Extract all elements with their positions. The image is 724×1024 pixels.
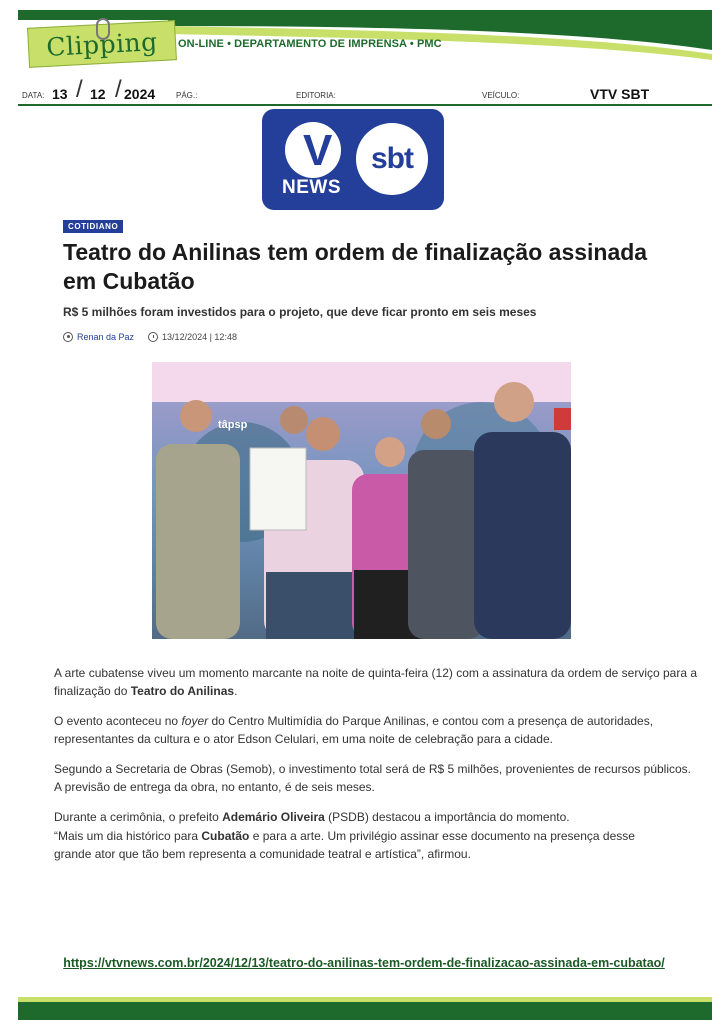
header-band bbox=[18, 10, 712, 20]
article-photo-illustration bbox=[152, 362, 571, 639]
article-subtitle: R$ 5 milhões foram investidos para o projeto, que deve ficar pronto em seis meses bbox=[63, 305, 537, 319]
department-title: ON-LINE • DEPARTAMENTO DE IMPRENSA • PMC bbox=[178, 38, 442, 50]
page-label: PÁG.: bbox=[176, 91, 198, 100]
article-byline bbox=[63, 332, 237, 342]
article-datetime: 13/12/2024 | 12:48 bbox=[162, 332, 237, 342]
article-body bbox=[54, 664, 699, 838]
article-photo bbox=[152, 362, 571, 639]
date-separator: / bbox=[76, 76, 83, 103]
vtv-sbt-logo bbox=[262, 109, 444, 210]
article-paragraph: Segundo a Secretaria de Obras (Semob), o investimento total será de R$ 5 milhões, provenientes de recursos públicos. A previsão de entrega da obra, no entanto, é de seis meses. bbox=[54, 762, 692, 794]
article-paragraph: A arte cubatense viveu um momento marcante na noite de quinta-feira (12) com a assinatura da ordem de serviço para a finalização do Teatro do Anilinas. bbox=[54, 666, 698, 698]
date-day: 13 bbox=[52, 86, 68, 102]
vtv-mark-icon: V bbox=[285, 122, 341, 178]
clock-icon bbox=[148, 332, 158, 342]
editoria-label: EDITORIA: bbox=[296, 91, 336, 100]
source-url-link[interactable]: https://vtvnews.com.br/2024/12/13/teatro-do-anilinas-tem-ordem-de-finalizacao-assinada-em-cubatao/ bbox=[63, 956, 665, 970]
paperclip-icon bbox=[96, 18, 110, 40]
footer-band-dark bbox=[18, 1002, 712, 1020]
backdrop-text: tâpsp bbox=[218, 419, 248, 431]
article-quote: “Mais um dia histórico para Cubatão e para a arte. Um privilégio assinar esse documento na presença desse grande ator que tão bem representa a comunidade teatral e artística”, afirmou. bbox=[54, 829, 635, 861]
date-row bbox=[18, 76, 712, 104]
author-link[interactable]: Renan da Paz bbox=[77, 332, 135, 342]
article-paragraph: O evento aconteceu no foyer do Centro Multimídia do Parque Anilinas, e contou com a presença de autoridades, representantes da cultura e o ator Edson Celulari, em uma noite de celebração para a cidade. bbox=[54, 714, 654, 746]
article-title: Teatro do Anilinas tem ordem de finalização assinada em Cubatão bbox=[63, 239, 648, 294]
news-logo-text: NEWS bbox=[282, 177, 341, 198]
date-separator: / bbox=[115, 76, 122, 103]
user-icon bbox=[63, 332, 73, 342]
veiculo-label: VEÍCULO: bbox=[482, 91, 520, 100]
date-label: DATA: bbox=[22, 91, 45, 100]
veiculo-value: VTV SBT bbox=[590, 86, 650, 102]
date-month: 12 bbox=[90, 86, 106, 102]
date-year: 2024 bbox=[124, 86, 156, 102]
sbt-logo-text: sbt bbox=[371, 142, 413, 175]
article-paragraph: Durante a cerimônia, o prefeito Ademário Oliveira (PSDB) destacou a importância do momento. bbox=[54, 810, 570, 824]
date-row-divider bbox=[18, 104, 712, 106]
sbt-logo-icon bbox=[356, 123, 428, 195]
category-badge[interactable]: COTIDIANO bbox=[63, 220, 123, 233]
clipping-logo-text: Clipping bbox=[45, 26, 159, 62]
